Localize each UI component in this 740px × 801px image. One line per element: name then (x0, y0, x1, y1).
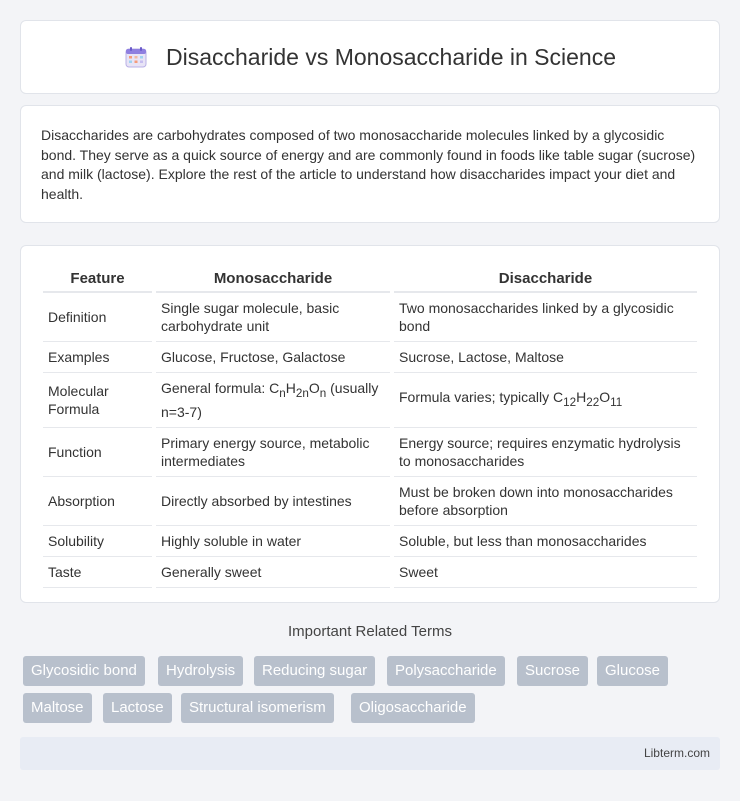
table-row (43, 526, 697, 557)
column-header-monosaccharide: Monosaccharide (156, 264, 390, 293)
disaccharide-cell: Formula varies; typically $C_{12}H_{22}O_{11}$ (394, 373, 697, 428)
related-terms-section (0, 623, 740, 640)
feature-cell: Solubility (43, 526, 152, 557)
column-header-disaccharide: Disaccharide (394, 264, 697, 293)
monosaccharide-cell: Glucose, Fructose, Galactose (156, 342, 390, 373)
feature-cell: Examples (43, 342, 152, 373)
feature-cell: Absorption (43, 477, 152, 526)
tag-glucose[interactable]: Glucose (597, 656, 668, 686)
tag-sucrose[interactable]: Sucrose (517, 656, 588, 686)
monosaccharide-cell: Highly soluble in water (156, 526, 390, 557)
feature-cell: Definition (43, 293, 152, 342)
table-row (43, 428, 697, 477)
comparison-table-card (20, 245, 720, 603)
monosaccharide-cell: Single sugar molecule, basic carbohydrate unit (156, 293, 390, 342)
related-terms-heading: Important Related Terms (288, 623, 452, 640)
feature-cell: Molecular Formula (43, 373, 152, 428)
tag-structural-isomerism[interactable]: Structural isomerism (181, 693, 334, 723)
comparison-table (43, 264, 697, 588)
disaccharide-cell: Sucrose, Lactose, Maltose (394, 342, 697, 373)
disaccharide-cell: Two monosaccharides linked by a glycosidic bond (394, 293, 697, 342)
feature-cell: Taste (43, 557, 152, 588)
monosaccharide-cell: Primary energy source, metabolic intermediates (156, 428, 390, 477)
table-row (43, 342, 697, 373)
disaccharide-cell: Must be broken down into monosaccharides before absorption (394, 477, 697, 526)
table-row (43, 477, 697, 526)
footer-site-link[interactable]: Libterm.com (643, 746, 710, 760)
header-card (20, 20, 720, 94)
feature-cell: Function (43, 428, 152, 477)
footer (20, 737, 720, 770)
tag-oligosaccharide[interactable]: Oligosaccharide (351, 693, 475, 723)
tag-glycosidic-bond[interactable]: Glycosidic bond (23, 656, 145, 686)
disaccharide-cell: Soluble, but less than monosaccharides (394, 526, 697, 557)
table-row (43, 557, 697, 588)
tag-lactose[interactable]: Lactose (103, 693, 172, 723)
disaccharide-cell: Sweet (394, 557, 697, 588)
monosaccharide-cell: General formula: $C_nH_{2n}O_n$ (usually n=3-7) (156, 373, 390, 428)
page-title: Disaccharide vs Monosaccharide in Science (166, 43, 616, 70)
tag-hydrolysis[interactable]: Hydrolysis (158, 656, 243, 686)
calendar-icon (124, 45, 148, 69)
tag-reducing-sugar[interactable]: Reducing sugar (254, 656, 375, 686)
tag-polysaccharide[interactable]: Polysaccharide (387, 656, 505, 686)
intro-text: Disaccharides are carbohydrates composed of two monosaccharide molecules linked by a glycosidic bond. They serve as a quick source of energy and are commonly found in foods like table sugar (sucrose) and milk (lactose). Explore the rest of the article to understand how disaccharides impact your diet and health. (41, 127, 696, 202)
monosaccharide-cell: Generally sweet (156, 557, 390, 588)
column-header-feature: Feature (43, 264, 152, 293)
tag-maltose[interactable]: Maltose (23, 693, 92, 723)
monosaccharide-cell: Directly absorbed by intestines (156, 477, 390, 526)
table-row (43, 293, 697, 342)
table-row (43, 373, 697, 428)
intro-card (20, 105, 720, 223)
disaccharide-cell: Energy source; requires enzymatic hydrolysis to monosaccharides (394, 428, 697, 477)
